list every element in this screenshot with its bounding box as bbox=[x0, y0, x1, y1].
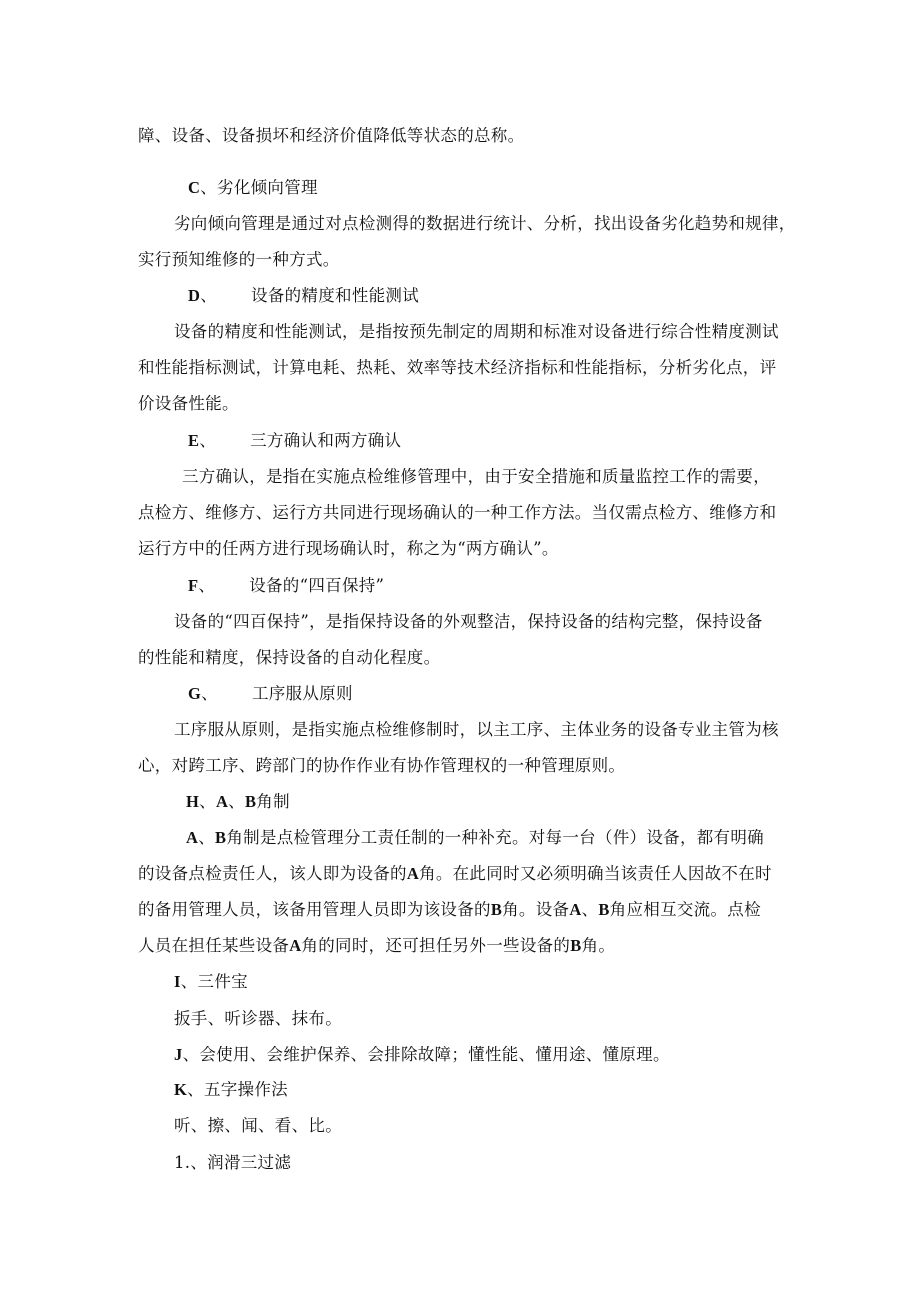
heading-separator: 、 bbox=[200, 286, 218, 305]
heading-key: J bbox=[174, 1045, 183, 1064]
text: 心，对跨工序、跨部门的协作作业有协作管理权的一种管理原则。 bbox=[138, 756, 626, 775]
text: 、 bbox=[581, 900, 599, 919]
text: 人员在担任某些设备 bbox=[138, 936, 290, 955]
paragraph-line bbox=[138, 502, 776, 524]
text: B bbox=[215, 828, 227, 847]
text: 的设备点检责任人，该人即为设备的 bbox=[138, 864, 407, 883]
heading-key: I bbox=[174, 972, 181, 991]
heading-key: E bbox=[188, 431, 200, 450]
heading-key: H bbox=[186, 792, 200, 811]
text: 扳手、听诊器、抹布。 bbox=[174, 1009, 342, 1028]
text: 劣向倾向管理是通过对点检测得的数据进行统计、分析，找出设备劣化趋势和规律， bbox=[174, 214, 796, 233]
text: B bbox=[490, 900, 503, 919]
heading-key: D bbox=[188, 286, 201, 305]
paragraph-line bbox=[174, 1115, 342, 1137]
text: 听、擦、闻、看、比。 bbox=[174, 1116, 342, 1135]
text: 三方确认，是指在实施点检维修管理中，由于安全措施和质量监控工作的需要， bbox=[182, 467, 770, 486]
paragraph-line bbox=[138, 935, 615, 957]
section-line-j bbox=[174, 1044, 670, 1066]
heading-text: 、劣化倾向管理 bbox=[200, 178, 318, 197]
heading-separator: 、 bbox=[199, 792, 216, 811]
paragraph-line bbox=[138, 357, 776, 379]
paragraph-line bbox=[138, 647, 440, 669]
heading-key: K bbox=[174, 1080, 188, 1099]
paragraph-line bbox=[174, 611, 763, 633]
text: 点检方、维修方、运行方共同进行现场确认的一种工作方法。当仅需点检方、维修方和 bbox=[138, 503, 777, 522]
paragraph-line bbox=[138, 899, 761, 921]
text: A bbox=[406, 864, 420, 883]
section-heading-h bbox=[186, 791, 290, 813]
heading-separator: 、 bbox=[199, 431, 217, 450]
text: A bbox=[569, 900, 582, 919]
text: 角的同时，还可担任另外一些设备的 bbox=[301, 936, 571, 955]
paragraph-line bbox=[174, 719, 779, 741]
text: A bbox=[186, 828, 199, 847]
paragraph-line bbox=[186, 827, 764, 849]
section-heading-k bbox=[174, 1079, 288, 1101]
heading-text: 、五字操作法 bbox=[187, 1080, 288, 1099]
paragraph-line bbox=[138, 538, 559, 560]
paragraph-line bbox=[174, 321, 779, 343]
paragraph-line bbox=[174, 213, 796, 235]
text: 角。 bbox=[581, 936, 616, 955]
section-heading-g bbox=[188, 683, 353, 705]
heading-key: B bbox=[244, 792, 257, 811]
text: 运行方中的任两方进行现场确认时，称之为“两方确认”。 bbox=[138, 539, 559, 558]
heading-text: 1.、润滑三过滤 bbox=[174, 1153, 292, 1172]
heading-separator: 、 bbox=[198, 576, 216, 595]
heading-key: G bbox=[188, 684, 202, 703]
text: 工序服从原则，是指实施点检维修制时，以主工序、主体业务的设备专业主管为核 bbox=[174, 720, 779, 739]
text: B bbox=[598, 900, 610, 919]
heading-key: F bbox=[188, 576, 199, 595]
text: 实行预知维修的一种方式。 bbox=[138, 250, 340, 269]
section-heading-lubrication bbox=[174, 1152, 291, 1174]
section-heading-f bbox=[188, 575, 384, 597]
text: 障、设备、设备损坏和经济价值降低等状态的总称。 bbox=[138, 126, 525, 145]
heading-key: A bbox=[215, 792, 229, 811]
heading-separator: 、 bbox=[228, 792, 245, 811]
heading-text: 、三件宝 bbox=[180, 972, 248, 991]
text: 角。设备 bbox=[502, 900, 570, 919]
text: 、会使用、会维护保养、会排除故障；懂性能、懂用途、懂原理。 bbox=[182, 1045, 670, 1064]
heading-text: 三方确认和两方确认 bbox=[250, 431, 402, 450]
text: 和性能指标测试，计算电耗、热耗、效率等技术经济指标和性能指标，分析劣化点，评 bbox=[138, 358, 777, 377]
text: 设备的精度和性能测试，是指按预先制定的周期和标准对设备进行综合性精度测试 bbox=[174, 322, 779, 341]
text: 价设备性能。 bbox=[138, 394, 239, 413]
text: A bbox=[289, 936, 302, 955]
text: 角制是点检管理分工责任制的一种补充。对每一台（件）设备，都有明确 bbox=[226, 828, 764, 847]
paragraph-line bbox=[174, 1008, 342, 1030]
section-heading-e bbox=[188, 430, 401, 452]
heading-text: 角制 bbox=[256, 792, 290, 811]
paragraph-line bbox=[182, 466, 770, 488]
paragraph-line bbox=[138, 863, 772, 885]
section-heading-c bbox=[188, 177, 318, 199]
text: 、 bbox=[198, 828, 216, 847]
paragraph-line bbox=[138, 755, 625, 777]
section-heading-i bbox=[174, 971, 248, 993]
text: 的备用管理人员，该备用管理人员即为该设备的 bbox=[138, 900, 491, 919]
paragraph-line bbox=[138, 249, 340, 271]
text: 角应相互交流。点检 bbox=[609, 900, 761, 919]
text: 角。在此同时又必须明确当该责任人因故不在时 bbox=[419, 864, 772, 883]
text: 设备的“四百保持”，是指保持设备的外观整洁，保持设备的结构完整，保持设备 bbox=[174, 612, 763, 631]
paragraph-line bbox=[138, 125, 524, 147]
text: B bbox=[570, 936, 582, 955]
paragraph-line bbox=[138, 393, 239, 415]
section-heading-d bbox=[188, 285, 419, 307]
heading-separator: 、 bbox=[201, 684, 218, 703]
heading-text: 设备的“四百保持” bbox=[249, 576, 385, 595]
heading-text: 工序服从原则 bbox=[251, 684, 353, 703]
text: 的性能和精度，保持设备的自动化程度。 bbox=[138, 648, 441, 667]
heading-text: 设备的精度和性能测试 bbox=[251, 286, 420, 305]
heading-key: C bbox=[188, 178, 201, 197]
